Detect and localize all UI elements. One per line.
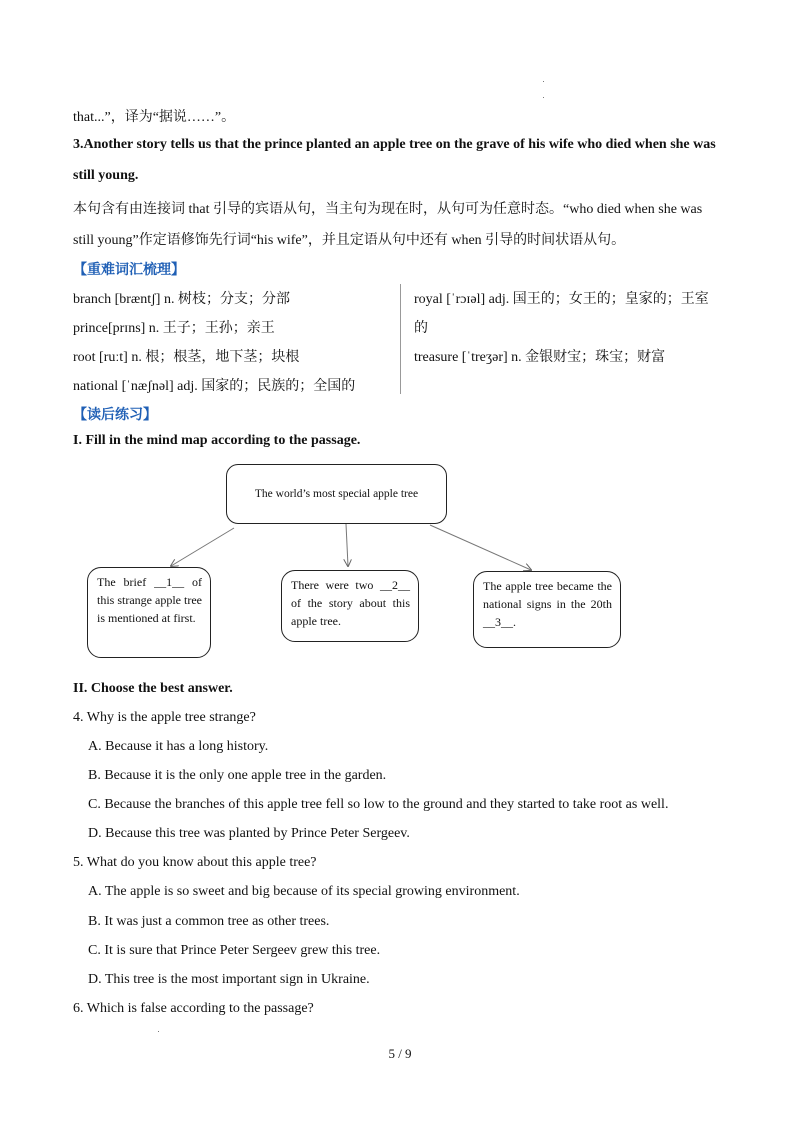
vocab-right-item: treasure [ˈtreʒər] n. 金银财宝；珠宝；财富 [414,350,666,365]
practice-heading: 【读后练习】 [73,408,157,423]
arrow-middle [346,524,348,566]
vocab-left-item: root [ruːt] n. 根；根茎，地下茎；块根 [73,350,300,365]
mindmap-box-2-text: There were two __2__ of the story about this apple tree. [291,578,410,628]
vocab-heading: 【重难词汇梳理】 [73,263,185,278]
option-5d: D. This tree is the most important sign in Ukraine. [88,972,370,987]
mindmap-box-1 [87,567,211,658]
mindmap-center-box [226,464,447,524]
option-4d: D. Because this tree was planted by Prince Peter Sergeev. [88,826,410,841]
mindmap-box-2 [281,570,419,642]
question-4: 4. Why is the apple tree strange? [73,710,256,725]
vocab-left-item: national [ˈnæʃnəl] adj. 国家的；民族的；全国的 [73,379,356,394]
part2-title: II. Choose the best answer. [73,681,233,696]
question-5: 5. What do you know about this apple tree? [73,855,317,870]
arrow-left [171,528,234,566]
sentence3-line2: still young. [73,168,139,183]
question-6: 6. Which is false according to the passage? [73,1001,314,1016]
option-5c: C. It is sure that Prince Peter Sergeev grew this tree. [88,943,381,958]
option-4c: C. Because the branches of this apple tree fell so low to the ground and they started to take root as well. [88,797,669,812]
vocab-left-item: branch [bræntʃ] n. 树枝；分支；分部 [73,292,290,307]
mindmap-center-text: The world’s most special apple tree [254,488,419,500]
mindmap-box-3-text: The apple tree became the national signs in the 20th __3__. [483,579,612,629]
vocab-right-item: 的 [414,321,428,336]
option-5a: A. The apple is so sweet and big because of its special growing environment. [88,884,520,899]
part1-title: I. Fill in the mind map according to the passage. [73,433,361,448]
option-4a: A. Because it has a long history. [88,739,269,754]
vocab-right-item: royal [ˈrɔɪəl] adj. 国王的；女王的；皇家的；王室 [414,292,709,307]
page-number: 5 / 9 [388,1046,412,1061]
vocab-left-item: prince[prɪns] n. 王子；王孙；亲王 [73,321,275,336]
arrow-right [430,525,531,570]
sentence3-explain1: 本句含有由连接词 that 引导的宾语从句，当主句为现在时，从句可为任意时态。“who died when she was [73,202,703,217]
mindmap-box-3 [473,571,621,648]
option-5b: B. It was just a common tree as other trees. [88,914,330,929]
sentence3-line1: 3.Another story tells us that the prince planted an apple tree on the grave of his wife who died when she was [73,137,716,152]
sentence3-explain2: still young”作定语修饰先行词“his wife”，并且定语从句中还有 when 引导的时间状语从句。 [73,233,626,248]
top-line: that...”，译为“据说……”。 [73,110,236,125]
mindmap-box-1-text: The brief __1__ of this strange apple tree is mentioned at first. [97,575,202,625]
option-4b: B. Because it is the only one apple tree in the garden. [88,768,387,783]
